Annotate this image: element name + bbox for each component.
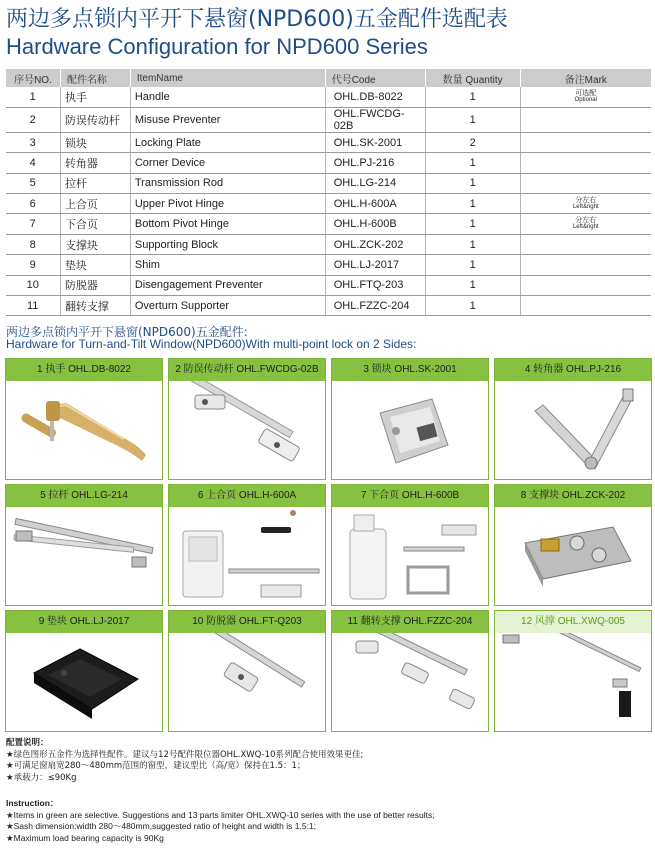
cell-cn-name: 转角器: [60, 153, 130, 173]
cell-code: OHL.LG-214: [325, 173, 425, 193]
cell-item-name: Handle: [130, 87, 325, 107]
cell-item-name: Misuse Preventer: [130, 107, 325, 132]
cell-cn-name: 防脱器: [60, 275, 130, 295]
cell-code: OHL.H-600B: [325, 214, 425, 234]
handle-image: [6, 381, 162, 479]
header-quantity: 数量 Quantity: [425, 69, 520, 87]
cell-remark: [520, 173, 651, 193]
cell-remark: [520, 214, 651, 234]
gallery-label: 1 执手 OHL.DB-8022: [6, 359, 162, 381]
cell-quantity: 1: [425, 234, 520, 254]
cell-quantity: 1: [425, 153, 520, 173]
remark-cn: 分左右: [575, 196, 597, 204]
gallery-label-optional: 12 风撑 OHL.XWQ-005: [495, 611, 651, 633]
cell-item-name: Upper Pivot Hinge: [130, 194, 325, 214]
remark-cn: 分左右: [575, 217, 597, 225]
bottom-hinge-image: [332, 507, 488, 605]
cell-item-name: Locking Plate: [130, 132, 325, 152]
gallery-label: 7 下合页 OHL.H-600B: [332, 485, 488, 507]
section-subtitle-en: Hardware for Turn-and-Tilt Window(NPD600)With multi-point lock on 2 Sides:: [6, 337, 417, 351]
cell-cn-name: 锁块: [60, 132, 130, 152]
table-row: [6, 194, 652, 214]
misuse-preventer-image: [169, 381, 325, 479]
cell-no: 10: [6, 275, 61, 295]
cell-quantity: 2: [425, 132, 520, 152]
table-row: [6, 132, 652, 152]
gallery-cell: [168, 484, 326, 606]
cell-no: 1: [6, 87, 61, 107]
cell-code: OHL.DB-8022: [325, 87, 425, 107]
friction-stay-image: [495, 633, 651, 731]
upper-hinge-image: [169, 507, 325, 605]
cell-remark: [520, 255, 651, 275]
cell-code: OHL.FZZC-204: [325, 296, 425, 316]
cell-quantity: 1: [425, 107, 520, 132]
cell-item-name: Shim: [130, 255, 325, 275]
gallery-cell: [331, 610, 489, 732]
header-item-name: ItemName: [130, 69, 325, 87]
notes-en-item: ★Maximum load bearing capacity is 90Kg: [6, 832, 164, 843]
gallery-label: 8 支撑块 OHL.ZCK-202: [495, 485, 651, 507]
cell-no: 8: [6, 234, 61, 254]
cell-no: 11: [6, 296, 61, 316]
cell-item-name: Overturn Supporter: [130, 296, 325, 316]
table-row: [6, 255, 652, 275]
cell-quantity: 1: [425, 173, 520, 193]
cell-no: 3: [6, 132, 61, 152]
cell-cn-name: 下合页: [60, 214, 130, 234]
remark-cn: 可选配: [575, 89, 597, 97]
remark-en: Optional: [574, 96, 597, 103]
cell-item-name: Bottom Pivot Hinge: [130, 214, 325, 234]
cell-remark: [520, 132, 651, 152]
section-subtitle-cn: 两边多点锁内平开下悬窗(NPD600)五金配件:: [6, 325, 248, 339]
cell-item-name: Disengagement Preventer: [130, 275, 325, 295]
cell-code: OHL.LJ-2017: [325, 255, 425, 275]
overturn-supporter-image: [332, 633, 488, 731]
gallery-label: 10 防脱器 OHL.FT-Q203: [169, 611, 325, 633]
configuration-table: [5, 69, 651, 316]
cell-item-name: Corner Device: [130, 153, 325, 173]
cell-item-name: Supporting Block: [130, 234, 325, 254]
cell-code: OHL.PJ-216: [325, 153, 425, 173]
notes-en-item: ★Sash dimension:width 280～480mm,suggested ratio of height and width is 1.5:1;: [6, 821, 317, 831]
gallery-cell: [5, 610, 163, 732]
cell-cn-name: 拉杆: [60, 173, 130, 193]
cell-remark: [520, 275, 651, 295]
gallery-label: 3 锁块 OHL.SK-2001: [332, 359, 488, 381]
shim-image: [6, 633, 162, 731]
cell-quantity: 1: [425, 296, 520, 316]
corner-device-image: [495, 381, 651, 479]
cell-remark: [520, 107, 651, 132]
cell-no: 2: [6, 107, 61, 132]
table-row: [6, 296, 652, 316]
table-row: [6, 234, 652, 254]
gallery-cell: [494, 610, 652, 732]
notes-cn-item: ★承载力：≤90Kg: [6, 772, 77, 783]
notes-cn-heading: 配置说明：: [6, 738, 49, 748]
cell-remark: [520, 87, 651, 107]
gallery-label: 5 拉杆 OHL.LG-214: [6, 485, 162, 507]
gallery-cell: [331, 484, 489, 606]
gallery-cell: [168, 610, 326, 732]
gallery-label: 4 转角器 OHL.PJ-216: [495, 359, 651, 381]
cell-code: OHL.FTQ-203: [325, 275, 425, 295]
page-title-en: Hardware Configuration for NPD600 Series: [6, 34, 428, 59]
locking-plate-image: [332, 381, 488, 479]
cell-code: OHL.ZCK-202: [325, 234, 425, 254]
config-notes-cn: [6, 738, 363, 784]
cell-quantity: 1: [425, 194, 520, 214]
cell-quantity: 1: [425, 275, 520, 295]
table-row: [6, 173, 652, 193]
cell-cn-name: 垫块: [60, 255, 130, 275]
cell-quantity: 1: [425, 255, 520, 275]
cell-remark: [520, 234, 651, 254]
gallery-label: 9 垫块 OHL.LJ-2017: [6, 611, 162, 633]
cell-cn-name: 支撑块: [60, 234, 130, 254]
transmission-rod-image: [6, 507, 162, 605]
cell-cn-name: 翻转支撑: [60, 296, 130, 316]
cell-no: 4: [6, 153, 61, 173]
cell-cn-name: 防误传动杆: [60, 107, 130, 132]
cell-code: OHL.FWCDG-02B: [325, 107, 425, 132]
gallery-cell: [494, 358, 652, 480]
header-remark: 备注Mark: [520, 69, 651, 87]
remark-en: Left&right: [572, 203, 599, 210]
cell-quantity: 1: [425, 214, 520, 234]
cell-remark: [520, 296, 651, 316]
table-row: [6, 153, 652, 173]
notes-cn-item: ★可满足窗扇宽280～480mm范围的窗型，建议型比（高/宽）保持在1.5：1；: [6, 761, 306, 771]
gallery-cell: [494, 484, 652, 606]
table-header-row: [6, 69, 652, 87]
table-row: [6, 107, 652, 132]
table-row: [6, 275, 652, 295]
notes-en-item: ★Items in green are selective. Suggestions and 13 parts limiter OHL.XWQ-10 series with the use of better results;: [6, 809, 435, 820]
supporting-block-image: [495, 507, 651, 605]
header-no: 序号NO.: [6, 69, 61, 87]
gallery-label: 2 防误传动杆 OHL.FWCDG-02B: [169, 359, 325, 381]
cell-quantity: 1: [425, 87, 520, 107]
cell-no: 7: [6, 214, 61, 234]
cell-cn-name: 执手: [60, 87, 130, 107]
disengagement-preventer-image: [169, 633, 325, 731]
table-row: [6, 214, 652, 234]
table-row: [6, 87, 652, 107]
page-title-cn: 两边多点锁内平开下悬窗(NPD600)五金配件选配表: [6, 7, 508, 32]
gallery-cell: [5, 358, 163, 480]
gallery-cell: [331, 358, 489, 480]
cell-item-name: Transmission Rod: [130, 173, 325, 193]
cell-no: 6: [6, 194, 61, 214]
cell-remark: [520, 194, 651, 214]
cell-no: 9: [6, 255, 61, 275]
cell-code: OHL.H-600A: [325, 194, 425, 214]
config-notes-en: [6, 798, 435, 844]
gallery-label: 6 上合页 OHL.H-600A: [169, 485, 325, 507]
notes-cn-item: ★绿色图形五金件为选择性配件。建议与12号配件限位器OHL.XWQ-10系列配合使用效果更佳;: [6, 749, 364, 760]
gallery-label: 11 翻转支撑 OHL.FZZC-204: [332, 611, 488, 633]
cell-no: 5: [6, 173, 61, 193]
gallery-cell: [168, 358, 326, 480]
notes-en-heading: Instruction：: [6, 798, 59, 808]
cell-code: OHL.SK-2001: [325, 132, 425, 152]
cell-cn-name: 上合页: [60, 194, 130, 214]
cell-remark: [520, 153, 651, 173]
header-code: 代号Code: [325, 69, 425, 87]
gallery-cell: [5, 484, 163, 606]
header-cn-name: 配件名称: [60, 69, 130, 87]
remark-en: Left&right: [572, 224, 599, 231]
